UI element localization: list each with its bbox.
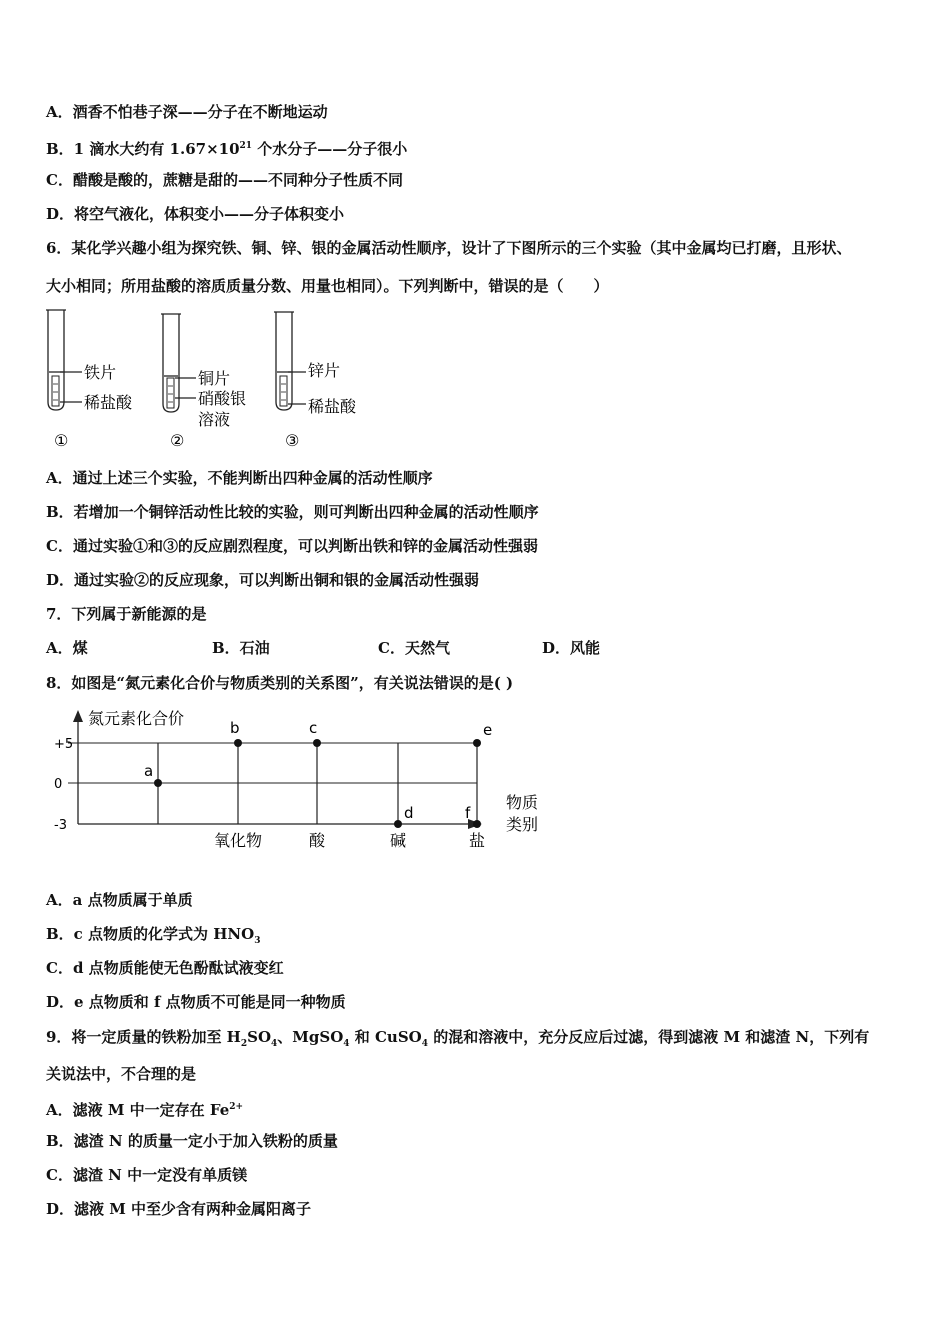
q8-option-a: A．a 点物质属于单质: [46, 891, 193, 909]
q9-stem-line1: 9．将一定质量的铁粉加至 $H_2SO_4$、MgSO$_4$ 和 CuSO$_4$ 的混和溶液中，充分反应后过滤，得到滤液 M 和滤渣 N，下列有: [46, 1028, 870, 1049]
nitrogen-chart: [40, 700, 560, 860]
t2-number: ②: [170, 431, 185, 450]
q8-option-d: D．e 点物质和 f 点物质不可能是同一种物质: [46, 993, 346, 1011]
q5-option-a: A．酒香不怕巷子深——分子在不断地运动: [46, 103, 328, 121]
q7-options: [46, 638, 600, 658]
category-label: 氧化物: [213, 831, 263, 850]
point-c: [313, 739, 321, 747]
q8-option-b: B．c 点物质的化学式为 $HNO_3$: [46, 925, 261, 946]
q9-stem-line2: 关说法中，不合理的是: [46, 1065, 197, 1083]
category-label: 酸: [308, 831, 326, 850]
t3-solution-label: 稀盐酸: [308, 397, 357, 416]
y-tick-label: +5: [54, 737, 74, 752]
test-tube-figure: [40, 306, 380, 456]
q7-option-b: B．石油: [212, 639, 270, 657]
t1-number: ①: [54, 431, 69, 450]
q9-option-a: A．滤液 M 中一定存在 $Fe^{2+}$: [46, 1101, 244, 1119]
q7-stem: 7．下列属于新能源的是: [46, 605, 207, 623]
q5-option-c: C．醋酸是酸的，蔗糖是甜的——不同种分子性质不同: [46, 171, 403, 189]
t2-solution-label-2: 溶液: [198, 410, 231, 429]
category-label: 碱: [389, 831, 407, 850]
t2-solution-label-1: 硝酸银: [198, 389, 247, 408]
t2-metal-label: 铜片: [198, 369, 231, 388]
point-a: [154, 779, 162, 787]
t3-number: ③: [285, 431, 300, 450]
q6-option-c: C．通过实验①和③的反应剧烈程度，可以判断出铁和锌的金属活动性强弱: [46, 537, 538, 555]
x-axis-label-line2: 类别: [506, 815, 539, 834]
q9-option-d: D．滤液 M 中至少含有两种金属阳离子: [46, 1200, 312, 1218]
q7-option-d: D．风能: [542, 639, 601, 657]
point-label-a: a: [144, 762, 154, 780]
point-label-d: d: [404, 804, 414, 822]
point-b: [234, 739, 242, 747]
t1-solution-label: 稀盐酸: [84, 393, 133, 412]
q6-option-a: A．通过上述三个实验，不能判断出四种金属的活动性顺序: [46, 469, 433, 487]
q6-option-d: D．通过实验②的反应现象，可以判断出铜和银的金属活动性强弱: [46, 571, 480, 589]
category-label: 盐: [468, 831, 486, 850]
x-axis-label-line1: 物质: [506, 793, 539, 812]
test-tube-2: [161, 314, 196, 412]
y-axis-arrow: [73, 710, 83, 722]
y-tick-label: 0: [54, 777, 63, 792]
point-label-f: f: [465, 804, 471, 822]
point-label-e: e: [483, 721, 493, 739]
q7-option-a: A．煤: [46, 639, 88, 657]
test-tube-1: [46, 310, 82, 410]
q9-option-c: C．滤渣 N 中一定没有单质镁: [46, 1166, 248, 1184]
q9-option-b: B．滤渣 N 的质量一定小于加入铁粉的质量: [46, 1132, 338, 1150]
test-tube-3: [274, 312, 306, 410]
q8-option-c: C．d 点物质能使无色酚酞试液变红: [46, 959, 284, 977]
q7-option-c: C．天然气: [378, 639, 450, 657]
t1-metal-label: 铁片: [84, 363, 117, 382]
y-tick-label: -3: [54, 818, 67, 833]
q5-option-b: B．1 滴水大约有 $1.67\times 10^{21}$ 个水分子——分子很小: [46, 140, 408, 158]
point-label-c: c: [309, 719, 318, 737]
point-d: [394, 820, 402, 828]
q8-stem: 8．如图是“氮元素化合价与物质类别的关系图”，有关说法错误的是( ): [46, 674, 514, 692]
point-label-b: b: [230, 719, 240, 737]
q5-option-d: D．将空气液化，体积变小——分子体积变小: [46, 205, 345, 223]
q6-option-b: B．若增加一个铜锌活动性比较的实验，则可判断出四种金属的活动性顺序: [46, 503, 539, 521]
q6-stem-line2: 大小相同；所用盐酸的溶质质量分数、用量也相同）。下列判断中，错误的是（ ）: [46, 277, 609, 295]
t3-metal-label: 锌片: [308, 361, 341, 380]
q6-stem-line1: 6．某化学兴趣小组为探究铁、铜、锌、银的金属活动性顺序，设计了下图所示的三个实验（其中金属均已打磨，且形状、: [46, 239, 852, 257]
y-axis-label: 氮元素化合价: [88, 709, 185, 728]
point-f: [473, 820, 481, 828]
point-e: [473, 739, 481, 747]
